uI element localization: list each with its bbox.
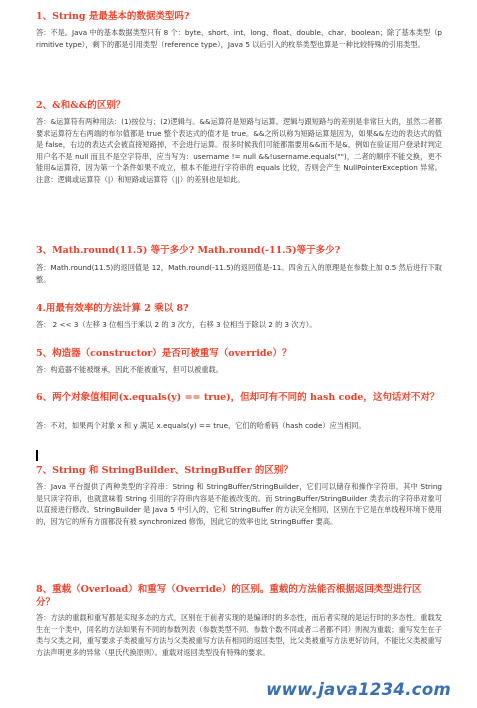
answer-7-text: 答：Java 平台提供了两种类型的字符串：String 和 StringBuffer/StringBuilder，它们可以储存和操作字符串。其中 String 是只读字符串，也就意味着 String 引用的字符串内容是不能被改变的。而 StringBuffer/StringBuilder 类表示的字符串对象可以直接进行修改。StringBuilder 是 Java 5 中引入的，它和 StringBuffer 的方法完全相同，区别在于它是在单线程环境下使用的，因为它的所有方面都没有被 synchronized 修饰，因此它的效率也比 StringBuffer 要高。 — [36, 482, 442, 526]
question-3-heading: 3、Math.round(11.5) 等于多少? Math.round(-11.5)等于多少? — [36, 245, 341, 256]
answer-6 — [36, 420, 442, 444]
watermark-text: www.java1234.com — [266, 680, 451, 699]
answer-7 — [36, 481, 442, 574]
answer-4 — [36, 319, 442, 332]
answer-2-text: 答：&运算符有两种用法：(1)按位与；(2)逻辑与。&&运算符是短路与运算。逻辑与跟短路与的差别是非常巨大的，虽然二者都要求运算符左右两端的布尔值都是 true 整个表达式的值才是 true。&&之所以称为短路运算是因为，如果&&左边的表达式的值是 false，右边的表达式会被直接短路掉，不会进行运算。很多时候我们可能都需要用&&而不是&，例如在验证用户登录时判定用户名不是 null 而且不是空字符串，应当写为：username != null &&!username.equals("")，二者的顺序不能交换，更不能用&运算符，因为第一个条件如果不成立，根本不能进行字符串的 equals 比较，否则会产生 NullPointerException 异常。注意：逻辑或运算符（|）和短路或运算符（||）的差别也是如此。 — [36, 117, 442, 184]
question-8-heading: 8、重载（Overload）和重写（Override）的区别。重载的方法能否根据返回类型进行区分？ — [36, 584, 422, 608]
answer-5-text: 答：构造器不能被继承，因此不能被重写，但可以被重载。 — [36, 365, 223, 374]
question-4-heading: 4.用最有效率的方法计算 2 乘以 8? — [36, 303, 189, 314]
answer-8 — [36, 612, 442, 682]
text-cursor — [36, 450, 38, 461]
answer-3 — [36, 262, 442, 286]
question-6-heading: 6、两个对象值相同(x.equals(y) == true)，但却可有不同的 hash code，这句话对不对？ — [36, 392, 440, 403]
answer-4-text: 答： 2 << 3（左移 3 位相当于乘以 2 的 3 次方，右移 3 位相当于除以 2 的 3 次方）。 — [36, 320, 317, 329]
answer-1-text: 答：不是。Java 中的基本数据类型只有 8 个：byte、short、int、long、float、double、char、boolean；除了基本类型（primitive type），剩下的都是引用类型（reference type），Java 5 以后引入的枚举类型也算是一种比较特殊的引用类型。 — [36, 28, 442, 49]
answer-2 — [36, 116, 442, 234]
question-1-heading: 1、String 是最基本的数据类型吗? — [36, 11, 190, 22]
answer-1 — [36, 27, 442, 75]
answer-5 — [36, 364, 442, 377]
answer-8-text: 答：方法的重载和重写都是实现多态的方式，区别在于前者实现的是编译时的多态性，而后者实现的是运行时的多态性。重载发生在一个类中，同名的方法如果有不同的参数列表（参数类型不同、参数个数不同或者二者都不同）则视为重载；重写发生在子类与父类之间，重写要求子类被重写方法与父类被重写方法有相同的返回类型，比父类被重写方法更好访问，不能比父类被重写方法声明更多的异常（里氏代换原则）。重载对返回类型没有特殊的要求。 — [36, 613, 442, 657]
question-5-heading: 5、构造器（constructor）是否可被重写（override）？ — [36, 348, 292, 359]
answer-6-text: 答：不对，如果两个对象 x 和 y 满足 x.equals(y) == true，它们的哈希码（hash code）应当相同。 — [36, 421, 366, 430]
answer-3-text: 答：Math.round(11.5)的返回值是 12，Math.round(-11.5)的返回值是-11。四舍五入的原理是在参数上加 0.5 然后进行下取整。 — [36, 263, 442, 284]
question-2-heading: 2、&和&&的区别？ — [36, 100, 126, 111]
question-7-heading: 7、String 和 StringBuilder、StringBuffer 的区别？ — [36, 465, 293, 476]
